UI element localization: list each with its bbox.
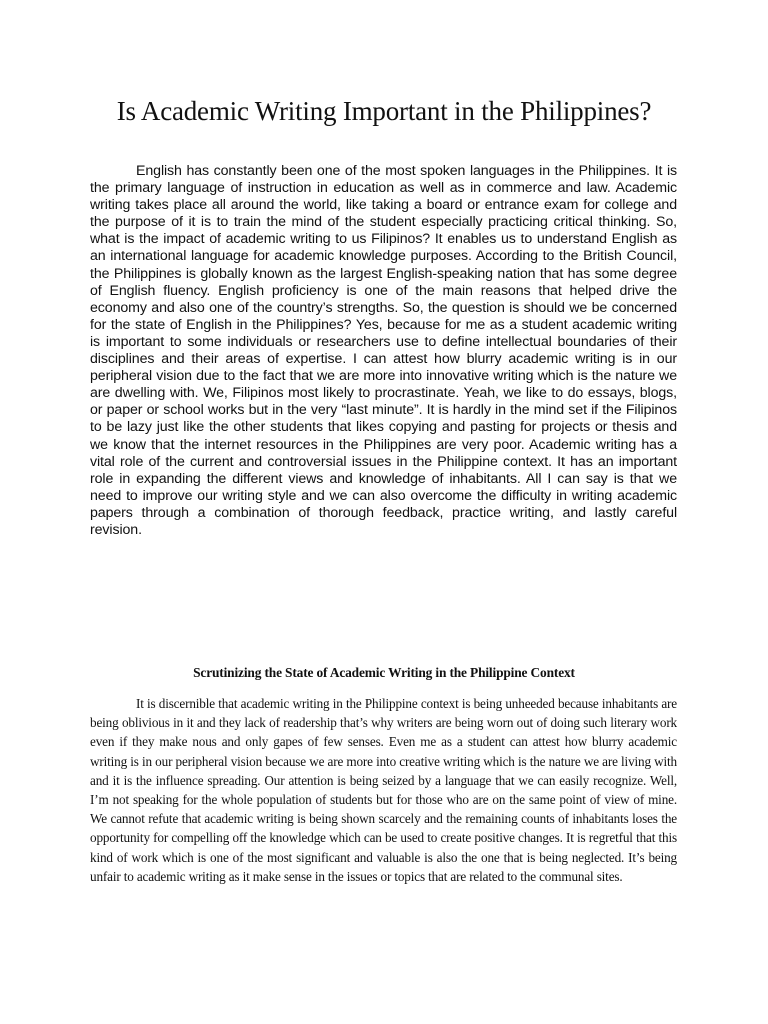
body-paragraph-2: It is discernible that academic writing in the Philippine context is being unheeded because inhabitants are being oblivious in it and they lack of readership that’s why writers are being worn out of doing such literary work even if they make nous and only gapes of few senses. Even me as a student can attest how blurry academic writing is in our peripheral vision because we are more into creative writing which is the nature we are living with and it is the influence spreading. Our attention is being seized by a language that we can easily recognize. Well, I’m not speaking for the whole population of students but for those who are on the same point of view of mine. We cannot refute that academic writing is being shown scarcely and the remaining counts of inhabitants loses the opportunity for compelling off the knowledge which can be used to create positive changes. It is regretful that this kind of work which is one of the most significant and valuable is also the one that is being neglected. It’s being unfair to academic writing as it make sense in the issues or topics that are related to the communal sites. [90, 696, 677, 884]
document-title: Is Academic Writing Important in the Philippines? [116, 96, 652, 126]
body-paragraph-1: English has constantly been one of the most spoken languages in the Philippines. It is the primary language of instruction in education as well as in commerce and law. Academic writing takes place all around the world, like taking a board or entrance exam for college and the purpose of it is to train the mind of the student especially practicing critical thinking. So, what is the impact of academic writing to us Filipinos? It enables us to understand English as an international language for academic knowledge purposes. According to the British Council, the Philippines is globally known as the largest English-speaking nation that has some degree of English fluency. English proficiency is one of the main reasons that helped drive the economy and also one of the country’s strengths. So, the question is should we be concerned for the state of English in the Philippines? Yes, because for me as a student academic writing is important to some individuals or researchers use to define intellectual boundaries of their disciplines and their areas of expertise. I can attest how blurry academic writing is in our peripheral vision due to the fact that we are more into innovative writing which is the nature we are dwelling with. We, Filipinos most likely to procrastinate. Yeah, we like to do essays, blogs, or paper or school works but in the very “last minute”. It is hardly in the mind set if the Filipinos to be lazy just like the other students that likes copying and pasting for projects or thesis and we know that the internet resources in the Philippines are very poor. Academic writing has a vital role of the current and controversial issues in the Philippine context. It has an important role in expanding the different views and knowledge of inhabitants. All I can say is that we need to improve our writing style and we can also overcome the difficulty in writing academic papers through a combination of thorough feedback, practice writing, and lastly careful revision. [90, 163, 677, 538]
section-heading: Scrutinizing the State of Academic Writing in the Philippine Context [193, 665, 575, 680]
